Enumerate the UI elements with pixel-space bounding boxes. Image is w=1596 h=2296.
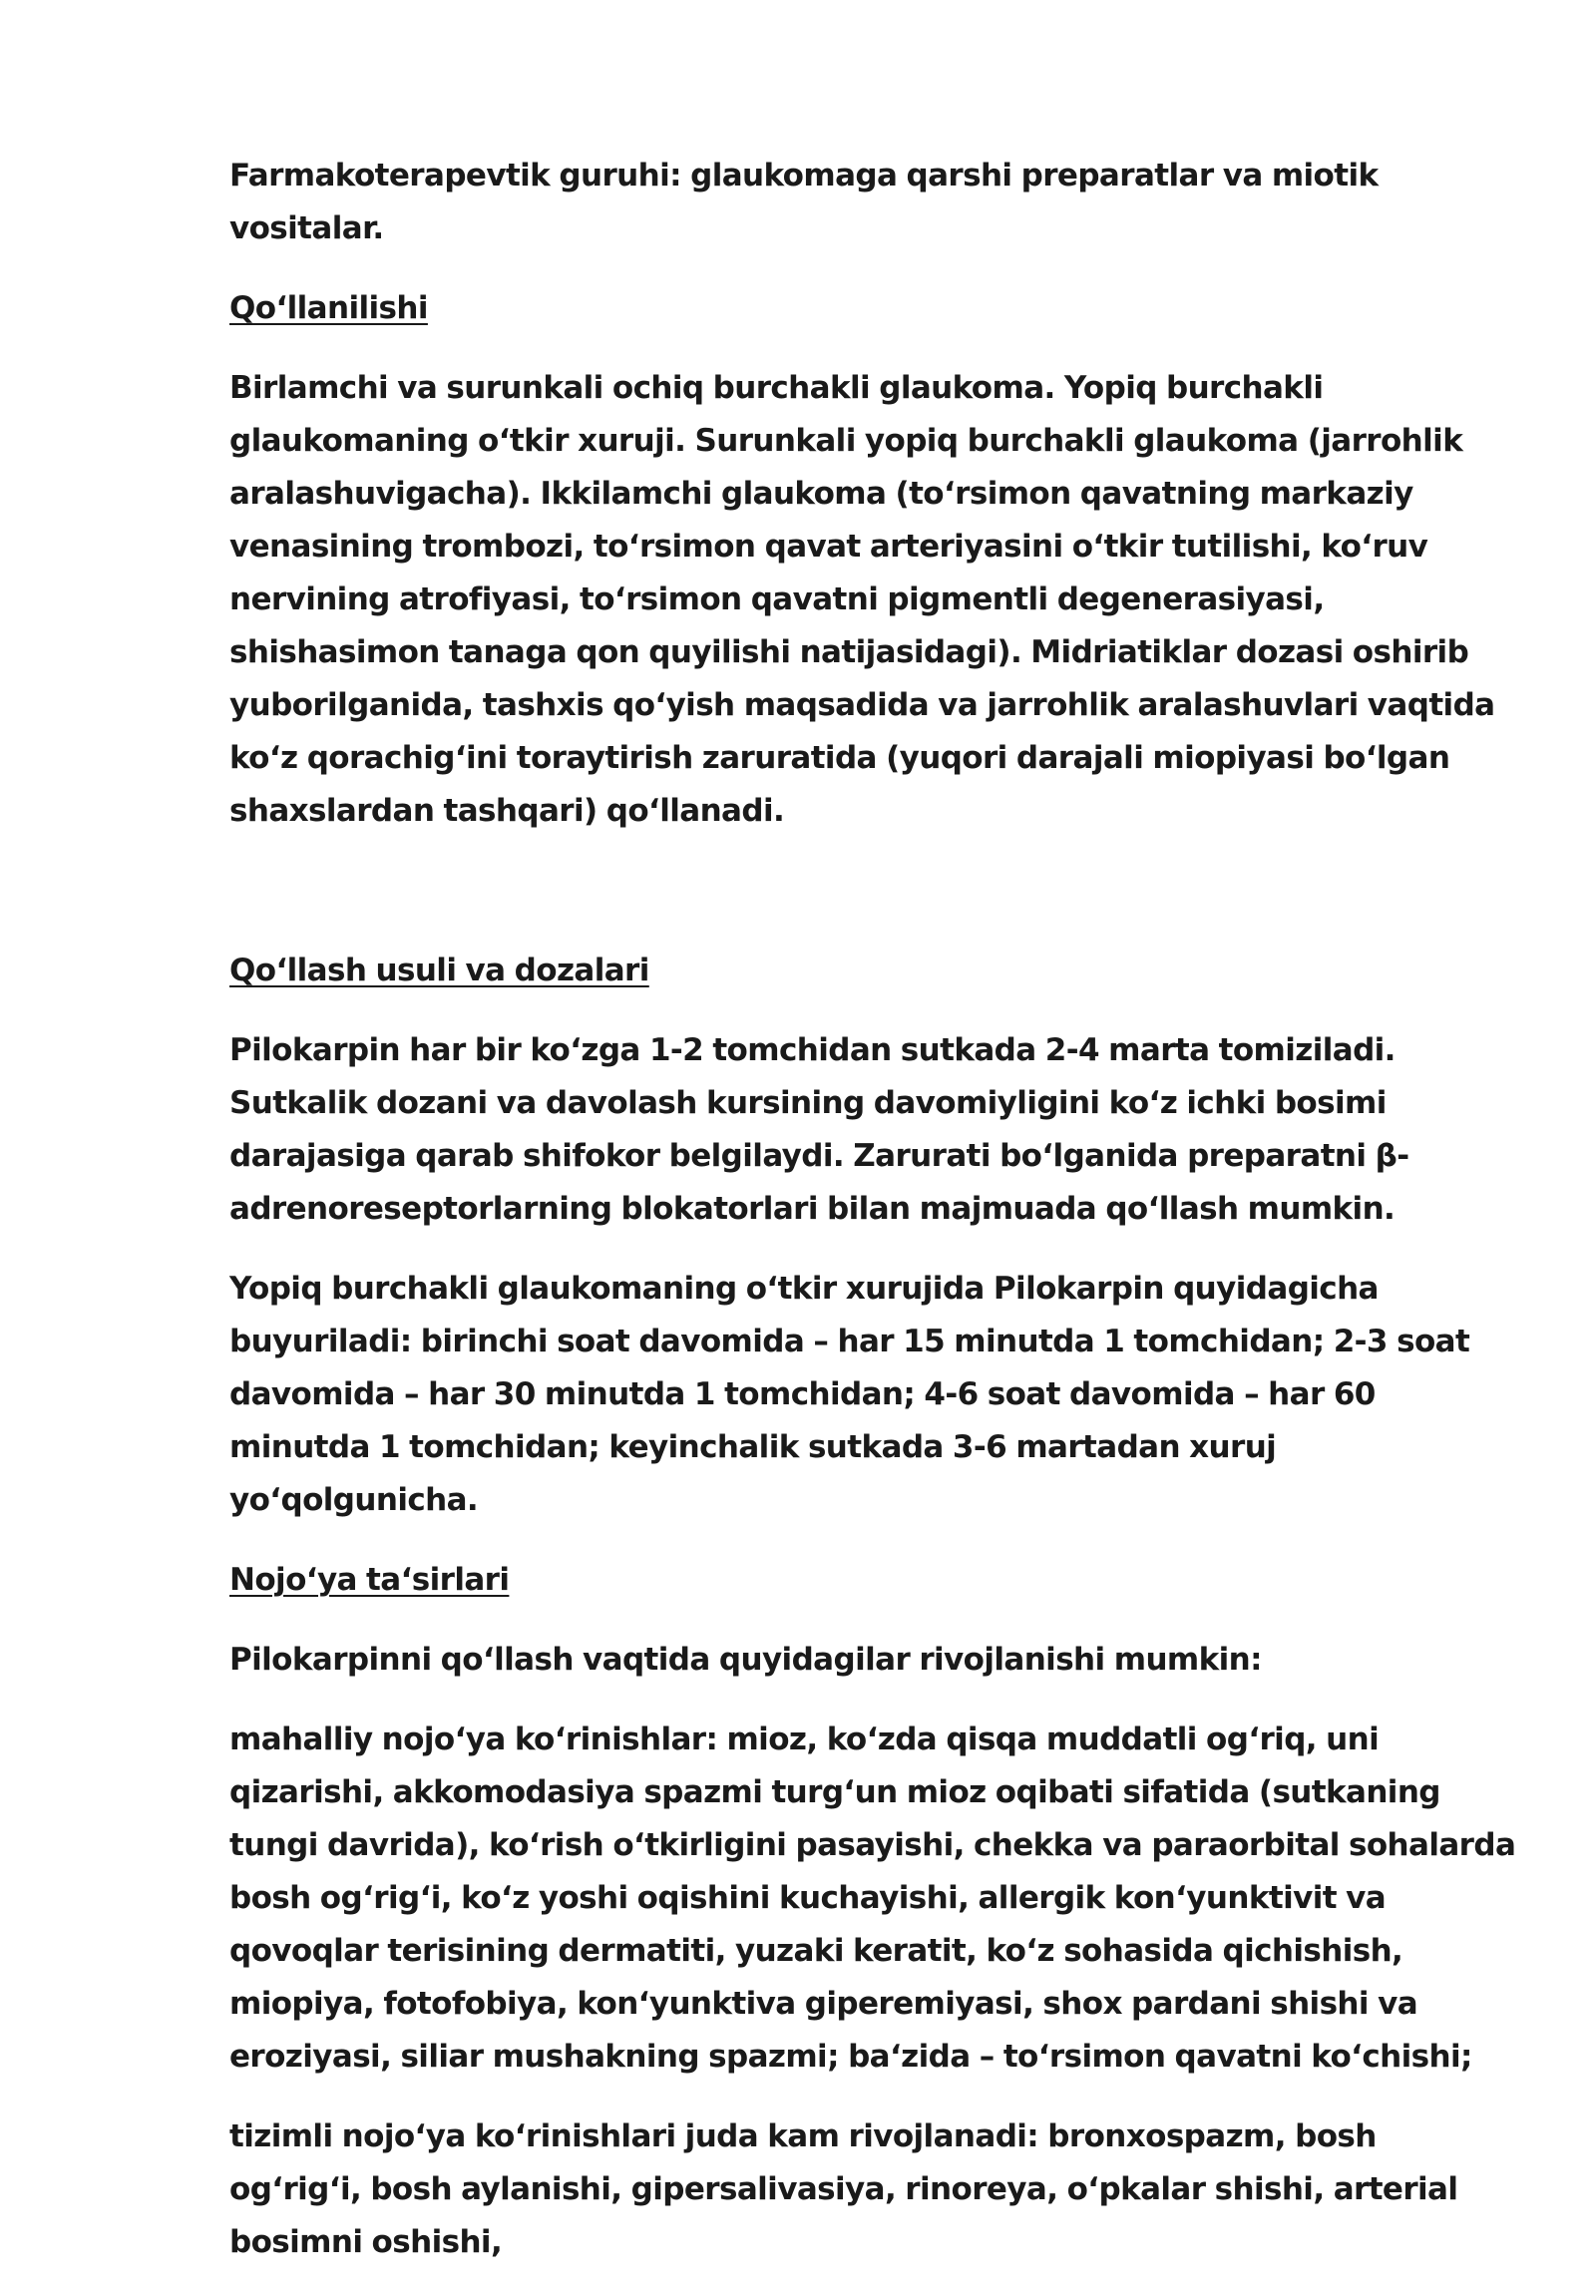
section-heading-side-effects: Nojo‘ya ta‘sirlari — [229, 1562, 510, 1598]
side-effects-paragraph-1: Pilokarpinni qo‘llash vaqtida quyidagilar rivojlanishi mumkin: — [229, 1642, 1262, 1678]
side-effects-paragraph-3: tizimli nojo‘ya ko‘rinishlari juda kam rivojlanadi: bronxospazm, bosh og‘rig‘i, bosh aylanishi, gipersalivasiya, rinoreya, o‘pkalar shishi, arterial bosimni oshishi, — [229, 2118, 1458, 2260]
side-effects-paragraph-2: mahalliy nojo‘ya ko‘rinishlar: mioz, ko‘zda qisqa muddatli og‘riq, uni qizarishi, akkomodasiya spazmi turg‘un mioz oqibati sifatida (sutkaning tungi davrida), ko‘rish o‘tkirligini pasayishi, chekka va paraorbital sohalarda bosh og‘rig‘i, ko‘z yoshi oqishini kuchayishi, allergik kon‘yunktivit va qovoqlar terisining dermatiti, yuzaki keratit, ko‘z sohasida qichishish, miopiya, fotofobiya, kon‘yunktiva giperemiyasi, shox pardani shishi va eroziyasi, siliar mushakning spazmi; ba‘zida – to‘rsimon qavatni ko‘chishi; — [229, 1722, 1516, 2075]
usage-paragraph: Birlamchi va surunkali ochiq burchakli glaukoma. Yopiq burchakli glaukomaning o‘tkir xuruji. Surunkali yopiq burchakli glaukoma (jarrohlik aralashuvigacha). Ikkilamchi glaukoma (to‘rsimon qavatning markaziy venasining trombozi, to‘rsimon qavat arteriyasini o‘tkir tutilishi, ko‘ruv nervining atrofiyasi, to‘rsimon qavatni pigmentli degenerasiyasi, shishasimon tanaga qon quyilishi natijasidagi). Midriatiklar dozasi oshirib yuborilganida, tashxis qo‘yish maqsadida va jarrohlik aralashuvlari vaqtida ko‘z qorachig‘ini toraytirish zaruratida (yuqori darajali miopiyasi bo‘lgan shaxslardan tashqari) qo‘llanadi. — [229, 370, 1495, 829]
dosage-paragraph-2: Yopiq burchakli glaukomaning o‘tkir xurujida Pilokarpin quyidagicha buyuriladi: birinchi soat davomida – har 15 minutda 1 tomchidan; 2-3 soat davomida – har 30 minutda 1 tomchidan; 4-6 soat davomida – har 60 minutda 1 tomchidan; keyinchalik sutkada 3-6 martadan xuruj yo‘qolgunicha. — [229, 1271, 1470, 1518]
section-heading-dosage: Qo‘llash usuli va dozalari — [229, 953, 649, 988]
intro-paragraph: Farmakoterapevtik guruhi: glaukomaga qarshi preparatlar va miotik vositalar. — [229, 158, 1379, 246]
spacer — [229, 865, 1516, 945]
document-page — [229, 150, 1516, 2296]
section-heading-usage: Qo‘llanilishi — [229, 290, 428, 326]
dosage-paragraph-1: Pilokarpin har bir ko‘zga 1-2 tomchidan sutkada 2-4 marta tomiziladi. Sutkalik dozani va davolash kursining davomiyligini ko‘z ichki bosimi darajasiga qarab shifokor belgilaydi. Zarurati bo‘lganida preparatni β-adrenoreseptorlarning blokatorlari bilan majmuada qo‘llash mumkin. — [229, 1032, 1409, 1227]
